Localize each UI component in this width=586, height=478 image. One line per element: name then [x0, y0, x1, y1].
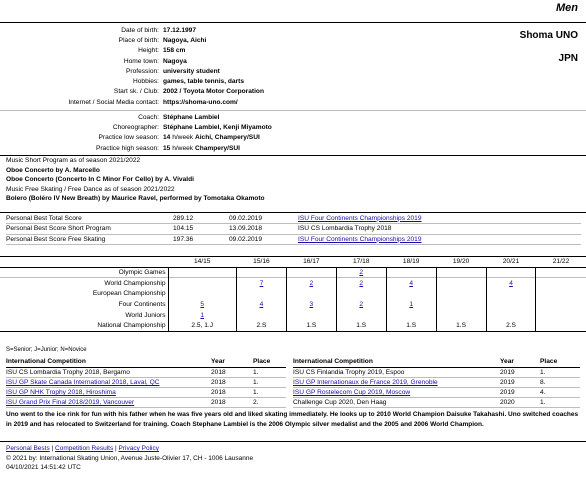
coach-label: Coach:: [138, 113, 159, 121]
competitions-left-table: [6, 357, 286, 408]
competition-place-header: Place: [540, 357, 580, 367]
season-row-label: National Championship: [0, 321, 168, 332]
result-cell: [536, 321, 586, 332]
info-value: university student: [163, 67, 220, 75]
competition-place: 8.: [540, 377, 580, 387]
competition-year: 2019: [500, 377, 540, 387]
competition-row: [6, 377, 286, 387]
footer-separator: |: [115, 445, 119, 452]
practice-high-place: Champery/SUI: [194, 144, 241, 152]
result-link[interactable]: 1: [409, 301, 414, 309]
pb-date: 13.09.2018: [229, 224, 298, 235]
competition-place: 2.: [253, 398, 286, 408]
result-link[interactable]: 2: [359, 269, 364, 277]
competition-header-row: [293, 357, 580, 367]
season-row-olympic: [0, 267, 586, 278]
practice-low-label: Practice low season:: [98, 134, 159, 142]
season-row-label: World Juniors: [125, 311, 166, 319]
result-cell: 2.5, 1.J: [168, 321, 236, 332]
competition-year: 2018: [211, 388, 253, 398]
pb-row: [6, 234, 581, 245]
footer-timestamp: 04/10/2021 14:51:42 UTC: [6, 464, 81, 472]
competition-place: 4.: [540, 388, 580, 398]
info-label: Place of birth:: [118, 36, 159, 44]
info-label: Date of birth:: [121, 26, 159, 34]
info-value: Nagoya: [163, 57, 187, 65]
music-section: [6, 156, 265, 204]
practice-high-label: Practice high season:: [95, 144, 159, 152]
season-row-european: [0, 289, 586, 300]
pb-label: Personal Best Score Short Program: [6, 224, 173, 235]
footer-separator: |: [51, 445, 56, 452]
competition-place: 1.: [253, 388, 286, 398]
pb-label: Personal Best Score Free Skating: [6, 234, 173, 245]
skater-name: Shoma UNO: [519, 30, 578, 41]
pb-score: 197.36: [173, 234, 229, 245]
competition-row: [6, 388, 286, 398]
choreographer-label: Choreographer:: [112, 123, 159, 131]
footer-links: [6, 444, 253, 454]
pb-date: 09.02.2019: [229, 234, 298, 245]
divider: [0, 110, 586, 111]
season-header: 20/21: [486, 257, 536, 268]
season-header-row: [0, 257, 586, 268]
season-row-label: Four Continents: [118, 301, 166, 309]
footer-link-personal-bests[interactable]: Personal Bests: [6, 445, 50, 452]
season-header: 15/16: [236, 257, 286, 268]
info-label: Internet / Social Media contact:: [68, 98, 159, 106]
season-results-table: [0, 256, 586, 332]
competition-place-header: Place: [253, 357, 286, 367]
footer-copyright: © 2021 by: International Skating Union, Avenue Juste-Olivier 17, CH - 1006 Lausanne: [6, 454, 254, 462]
coach-value: Stéphane Lambiel: [163, 113, 220, 121]
pb-event-link[interactable]: ISU Four Continents Championships 2019: [298, 235, 422, 243]
music-free-label: Music Free Skating / Free Dance as of season 2021/2022: [6, 185, 175, 193]
competition-name: Challenge Cup 2020, Den Haag: [293, 398, 500, 408]
skater-nation: JPN: [558, 53, 578, 64]
result-link[interactable]: 2: [359, 301, 364, 309]
music-short-2: Oboe Concerto (Concerto In C Minor For Cello) by A. Vivaldi: [6, 176, 194, 184]
competition-header-row: [6, 357, 286, 367]
result-link[interactable]: 4: [509, 279, 513, 287]
info-label: Hobbies:: [132, 78, 159, 86]
competition-year-header: Year: [500, 357, 540, 367]
pb-row: [6, 213, 581, 224]
result-link[interactable]: 4: [259, 301, 264, 309]
info-label: Home town:: [123, 57, 159, 65]
info-value: 17.12.1997: [163, 26, 197, 34]
website-value[interactable]: https://shoma-uno.com/: [163, 98, 238, 106]
season-row-national: [0, 321, 586, 332]
info-label: Height:: [138, 47, 159, 55]
pb-date: 09.02.2019: [229, 213, 298, 224]
competition-row: [6, 367, 286, 377]
competition-place: 1.: [253, 377, 286, 387]
info-value: 2002 / Toyota Motor Corporation: [163, 88, 264, 96]
info-label: Profession:: [126, 67, 159, 75]
coaching-info: [0, 112, 440, 153]
competition-year: 2019: [500, 388, 540, 398]
practice-high-unit: h/week: [172, 144, 194, 152]
competition-place: 1.: [540, 367, 580, 377]
practice-low-hours: 14: [163, 134, 171, 142]
season-row-label: Olympic Games: [118, 269, 166, 277]
info-value: Nagoya, Aichi: [163, 36, 207, 44]
competition-year: 2018: [211, 398, 253, 408]
result-link[interactable]: 2: [309, 279, 314, 287]
header-rule: [0, 22, 586, 23]
result-cell: 2.S: [236, 321, 286, 332]
footer: [6, 444, 253, 473]
pb-score: 104.15: [173, 224, 229, 235]
result-link[interactable]: 4: [409, 279, 414, 287]
competition-row: [293, 398, 580, 408]
season-row-world: [0, 278, 586, 289]
competition-place: 1.: [540, 398, 580, 408]
season-header: 14/15: [168, 257, 236, 268]
season-header: 17/18: [336, 257, 386, 268]
season-header: 18/19: [386, 257, 436, 268]
result-cell: 1.S: [336, 321, 386, 332]
result-link[interactable]: 2: [359, 279, 364, 287]
competition-year: 2019: [500, 367, 540, 377]
bio-info: [0, 25, 440, 107]
practice-low-unit: h/week: [172, 134, 194, 142]
result-cell: 1.S: [386, 321, 436, 332]
category-label: Men: [556, 2, 578, 14]
result-link[interactable]: 7: [259, 279, 264, 287]
competition-link[interactable]: ISU GP Internationaux de France 2019, Grenoble: [293, 378, 438, 386]
competition-link[interactable]: ISU GP NHK Trophy 2018, Hiroshima: [6, 389, 116, 397]
pb-label: Personal Best Total Score: [6, 213, 173, 224]
competition-row: [6, 398, 286, 408]
result-cell: 1.S: [436, 321, 486, 332]
competition-title-header: International Competition: [6, 357, 211, 367]
competition-link[interactable]: ISU Grand Prix Final 2018/2019, Vancouver: [6, 399, 135, 407]
practice-low-place: Aichi, Champery/SUI: [194, 134, 260, 142]
music-short-1: Oboe Concerto by A. Marcello: [6, 166, 100, 174]
season-row-world-juniors: [0, 310, 586, 321]
practice-high-hours: 15: [163, 144, 171, 152]
legend-text: S=Senior; J=Junior; N=Novice: [6, 347, 87, 353]
result-cell: 1.S: [286, 321, 336, 332]
footer-link-privacy-policy[interactable]: Privacy Policy: [118, 445, 159, 452]
competition-place: 1.: [253, 367, 286, 377]
competition-row: [293, 367, 580, 377]
info-value: 158 cm: [163, 47, 186, 55]
competition-name: ISU CS Lombardia Trophy 2018, Bergamo: [6, 367, 211, 377]
season-row-label: European Championship: [92, 290, 166, 298]
competition-link[interactable]: ISU GP Skate Canada International 2018, Laval, QC: [6, 378, 160, 386]
divider: [0, 441, 586, 442]
music-free-1: Bolero (Boléro IV New Breath) by Maurice Ravel, performed by Tomotaka Okamoto: [6, 195, 265, 203]
season-header: 16/17: [286, 257, 336, 268]
season-header: 21/22: [536, 257, 586, 268]
choreographer-value: Stéphane Lambiel, Kenji Miyamoto: [163, 123, 272, 131]
season-row-four-continents: [0, 299, 586, 310]
pb-row: [6, 224, 581, 235]
competition-row: [293, 388, 580, 398]
pb-event-link[interactable]: ISU Four Continents Championships 2019: [298, 214, 422, 222]
footer-link-competition-results[interactable]: Competition Results: [55, 445, 114, 452]
music-short-label: Music Short Program as of season 2021/2022: [6, 157, 141, 164]
season-row-label: World Championship: [104, 279, 166, 287]
competition-title-header: International Competition: [293, 357, 500, 367]
info-value: games, table tennis, darts: [163, 78, 244, 86]
competition-year: 2018: [211, 377, 253, 387]
info-label: Start sk. / Club:: [113, 88, 159, 96]
pb-event: ISU CS Lombardia Trophy 2018: [298, 224, 581, 235]
competitions-right-table: [293, 357, 580, 408]
biography-text: Uno went to the ice rink for fun with his father when he was five years old and liked skating immediately. He looks up to 2010 World Champion Daisuke Takahashi. Uno switched coaches in 2019 and has relocated to Switzerland for training. Coach Stephane Lambiel is the 2006 Olympic silver medalist and the 2005 and 2006 World Champion.: [6, 411, 579, 428]
pb-score: 289.12: [173, 213, 229, 224]
personal-bests-table: [6, 213, 581, 245]
result-link[interactable]: 3: [309, 301, 314, 309]
season-header: 19/20: [436, 257, 486, 268]
competition-year: 2018: [211, 367, 253, 377]
competition-row: [293, 377, 580, 387]
result-link[interactable]: 1: [200, 311, 205, 319]
competition-year: 2020: [500, 398, 540, 408]
competition-name: ISU CS Finlandia Trophy 2019, Espoo: [293, 367, 500, 377]
competition-link[interactable]: ISU GP Rostelecom Cup 2019, Moscow: [293, 389, 411, 397]
result-link[interactable]: 5: [200, 301, 205, 309]
competition-year-header: Year: [211, 357, 253, 367]
result-cell: 2.S: [486, 321, 536, 332]
